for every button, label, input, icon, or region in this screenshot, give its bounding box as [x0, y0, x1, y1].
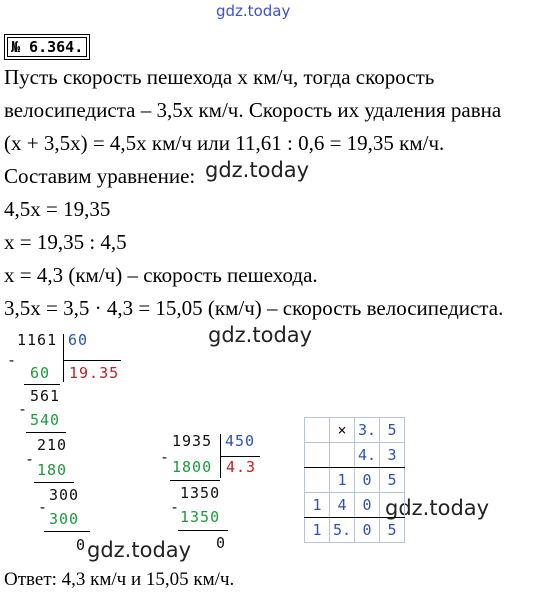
- grid-cell: 0: [355, 518, 380, 543]
- text-line-1: Пусть скорость пешехода x км/ч, тогда скорость: [4, 65, 435, 89]
- division-step: 180: [37, 461, 68, 479]
- text-line-3: (x + 3,5x) = 4,5x км/ч или 11,61 : 0,6 = 19,35 км/ч.: [4, 131, 445, 155]
- grid-cell: [305, 468, 330, 493]
- watermark: gdz.today: [87, 538, 192, 562]
- watermark: gdz.today: [208, 323, 313, 347]
- division-step: 300: [49, 486, 80, 504]
- grid-cell: 1: [305, 518, 330, 543]
- grid-cell: [305, 443, 330, 468]
- remainder: 0: [76, 536, 87, 554]
- divisor: 450: [225, 432, 256, 450]
- division-step: 540: [30, 411, 61, 429]
- grid-cell: [305, 418, 330, 443]
- minus-sign: -: [170, 498, 181, 516]
- division-step: 300: [49, 510, 80, 528]
- grid-cell: [380, 493, 405, 518]
- grid-cell: 5.: [330, 518, 355, 543]
- divisor: 60: [68, 331, 89, 349]
- multiplication-grid: [304, 417, 405, 543]
- dividend: 1161: [17, 331, 58, 349]
- grid-cell: [330, 443, 355, 468]
- equation-line-3: x = 4,3 (км/ч) – скорость пешехода.: [4, 263, 318, 287]
- quotient: 4.3: [226, 458, 257, 476]
- grid-cell: 4.: [355, 443, 380, 468]
- grid-cell: 5: [380, 518, 405, 543]
- minus-sign: -: [7, 351, 18, 369]
- grid-cell: 0: [355, 493, 380, 518]
- quotient: 19.35: [69, 364, 120, 382]
- minus-sign: -: [25, 450, 36, 468]
- watermark-top: gdz.today: [216, 2, 291, 20]
- grid-cell: 1: [305, 493, 330, 518]
- dividend: 1935: [172, 432, 213, 450]
- text-line-2: велосипедиста – 3,5x км/ч. Скорость их удаления равна: [4, 98, 502, 122]
- remainder: 0: [216, 534, 227, 552]
- grid-cell: 4: [330, 493, 355, 518]
- grid-cell: 3: [380, 443, 405, 468]
- answer-line: Ответ: 4,3 км/ч и 15,05 км/ч.: [4, 569, 235, 590]
- minus-sign: -: [18, 400, 29, 418]
- division-step: 210: [37, 436, 68, 454]
- text-line-4: Составим уравнение:: [4, 164, 196, 188]
- equation-line-1: 4,5x = 19,35: [4, 197, 111, 221]
- grid-cell: 1: [330, 468, 355, 493]
- division-step: 561: [30, 387, 61, 405]
- division-step: 60: [30, 364, 51, 382]
- grid-cell: 3.: [355, 418, 380, 443]
- times-sign: ×: [330, 418, 355, 443]
- problem-number-badge: № 6.364.: [7, 37, 87, 57]
- minus-sign: -: [160, 448, 171, 466]
- equation-line-4: 3,5x = 3,5 · 4,3 = 15,05 (км/ч) – скорость велосипедиста.: [4, 296, 504, 320]
- equation-line-2: x = 19,35 : 4,5: [4, 230, 127, 254]
- grid-cell: 0: [355, 468, 380, 493]
- watermark: gdz.today: [205, 158, 310, 182]
- grid-cell: 5: [380, 418, 405, 443]
- minus-sign: -: [38, 498, 49, 516]
- division-step: 1350: [180, 484, 221, 502]
- division-step: 1350: [180, 508, 221, 526]
- grid-cell: 5: [380, 468, 405, 493]
- division-step: 1800: [172, 458, 213, 476]
- watermark: gdz.today: [385, 496, 490, 520]
